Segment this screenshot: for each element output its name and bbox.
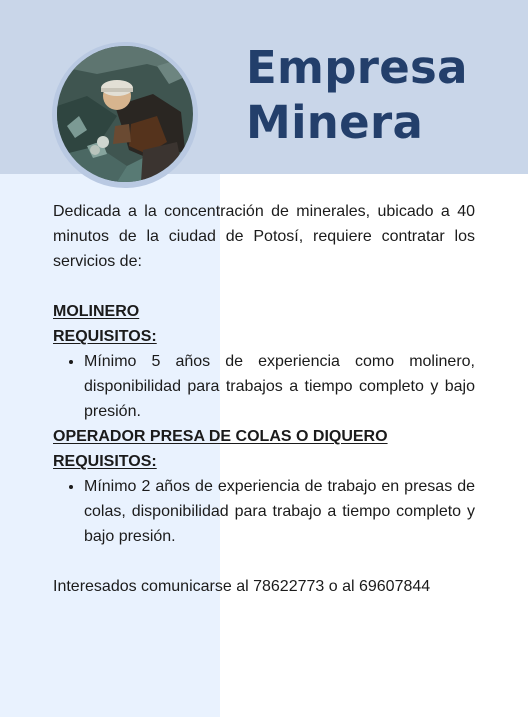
list-item: • Mínimo 5 años de experiencia como molinero, disponibilidad para trabajos a tiempo completo y bajo presión. — [84, 349, 475, 424]
requirements-list — [53, 349, 475, 424]
title-line-1: Empresa — [246, 41, 468, 94]
requirements-label: REQUISITOS: — [53, 328, 157, 345]
requirements-list — [53, 474, 475, 549]
title-line-2: Minera — [246, 96, 424, 149]
position-title-operador: OPERADOR PRESA DE COLAS O DIQUERO — [53, 428, 388, 445]
list-item: • Mínimo 2 años de experiencia de trabajo en presas de colas, disponibilidad para trabajo a tiempo completo y bajo presión. — [84, 474, 475, 549]
miner-photo — [57, 46, 193, 182]
intro-paragraph: Dedicada a la concentración de minerales, ubicado a 40 minutos de la ciudad de Potosí, requiere contratar los servicios de: — [53, 203, 475, 270]
position-title-molinero: MOLINERO — [53, 303, 140, 320]
page-title — [246, 40, 468, 150]
contact-paragraph: Interesados comunicarse al 78622773 o al 69607844 — [53, 578, 431, 595]
requirements-label: REQUISITOS: — [53, 453, 157, 470]
job-posting-body — [53, 199, 475, 599]
